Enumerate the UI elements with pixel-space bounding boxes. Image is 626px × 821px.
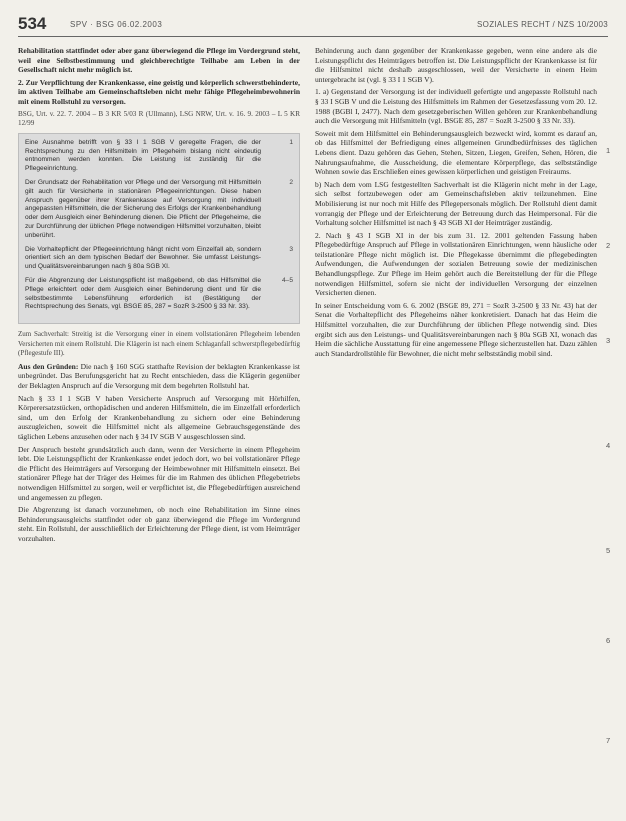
margin-number: 3	[606, 336, 611, 345]
citation: BSG, Urt. v. 22. 7. 2004 – B 3 KR 5/03 R (Ullmann), LSG NRW, Urt. v. 16. 9. 2003 – L 5 KR 12/99	[18, 109, 300, 128]
reasons-paragraph: Der Anspruch besteht grundsätzlich auch dann, wenn der Versicherte in einem Pflegeheim lebt. Die Leistungspflicht der Krankenkasse endet jedoch dort, wo bei vollstationärer Pflege die Pflicht des Heimträgers auf Versorgung der Heimbewohner mit Hilfsmitteln einsetzt. Bei stationärer Pflege hat der Träger des Heimes für die im Rahmen des üblichen Pflegebetriebs notwendigen Hilfsmittel zu sorgen, weil er verpflichtet ist, die Pflegebedürftigen ausreichend und angemessen zu pflegen.	[18, 444, 300, 502]
margin-number: 1	[606, 146, 611, 155]
headnote-text: Die Vorhaltepflicht der Pflegeeinrichtung hängt nicht vom Einzelfall ab, sondern orientiert sich an dem typischen Bedarf der Bewohner. Sie umfasst Leistungs- und Qualitätsvereinbarungen nach § 80a SGB XI.	[25, 245, 261, 271]
headnote-number: 3	[289, 245, 293, 253]
journal-label: SOZIALES RECHT / NZS 10/2003	[477, 20, 608, 29]
margin-number: 2	[606, 241, 611, 250]
right-column	[315, 46, 597, 361]
headnote-number: 4–5	[281, 276, 293, 284]
court-label: SPV · BSG 06.02.2003	[70, 20, 163, 29]
reasons-label: Aus den Gründen:	[18, 361, 79, 371]
point-two-label: 2.	[18, 77, 24, 87]
body-paragraph: 2. Nach § 43 I SGB XI in der bis zum 31. 12. 2001 geltenden Fassung haben Pflegebedürftige Anspruch auf Pflege in vollstationären Einrichtungen, wenn häusliche oder teilstationäre Pflege nicht möglich ist. Die Pflegekasse übernimmt die pflegebedingten Aufwendungen, die Aufwendungen der sozialen Betreuung sowie der medizinischen Behandlungspflege. Zur Pflege im Heim gehört auch die Bereitstellung der für die Pflege notwendigen Hilfsmittel, sofern sie nicht der individuellen Versorgung der einzelnen Versicherten dienen.	[315, 230, 597, 298]
intro-paragraph: Rehabilitation stattfindet oder aber ganz überwiegend die Pflege im Vordergrund steht, weil eine Selbstbestimmung und gleichberechtigte Teilhabe am Leben in der Gesellschaft nicht mehr möglich ist.	[18, 46, 300, 75]
facts-note: Zum Sachverhalt: Streitig ist die Versorgung einer in einem vollstationären Pflegeheim lebenden Versicherten mit einem Rollstuhl. Die Klägerin ist nach einem Schlaganfall schwerstpflegebedürftig (Pflegestufe III).	[18, 330, 300, 358]
margin-number: 7	[606, 736, 611, 745]
body-paragraph: 1. a) Gegenstand der Versorgung ist der individuell gefertigte und angepasste Rollstuhl nach § 33 I SGB V und die Leistung des Hilfsmittels im Rahmen der Gesetzesfassung vom 20. 12. 1988 (BGBl I, 2477). Nach dem gesetzgeberischen Willen gehören zur Krankenbehandlung auch die Versorgung mit Hilfsmitteln (vgl. BSGE 85, 287 = SozR 3-2500 § 33 Nr. 33).	[315, 87, 597, 126]
reasons-paragraph: Nach § 33 I 1 SGB V haben Versicherte Anspruch auf Versorgung mit Hörhilfen, Körperersatzstücken, orthopädischen und anderen Hilfsmitteln, die im Einzelfall erforderlich sind, um den Erfolg der Krankenbehandlung zu sichern oder eine Behinderung auszugleichen, soweit die Hilfsmittel nicht als allgemeine Gebrauchsgegenstände des täglichen Lebens anzusehen oder nach § 34 IV SGB V ausgeschlossen sind.	[18, 393, 300, 442]
left-column	[18, 46, 300, 547]
body-paragraph: In seiner Entscheidung vom 6. 6. 2002 (BSGE 89, 271 = SozR 3-2500 § 33 Nr. 43) hat der Senat die Vorhaltepflicht des Pflegeheims näher konkretisiert. Danach hat das Heim die Hilfsmittel vorzuhalten, die zur Durchführung der üblichen Pflege notwendig sind. Dies ergibt sich aus den Leistungs- und Qualitätsvereinbarungen nach § 80a SGB XI, wonach das Heim die sächliche Ausstattung für eine angemessene Pflege sicherzustellen hat. Dazu zählen auch Standardrollstühle für Bewohner, die nicht mehr selbstständig mobil sind.	[315, 300, 597, 358]
margin-numbers	[606, 46, 620, 806]
headnote-item	[25, 277, 293, 312]
margin-number: 5	[606, 546, 611, 555]
headnote-number: 2	[289, 178, 293, 186]
page-header	[18, 14, 608, 37]
body-paragraph: Soweit mit dem Hilfsmittel ein Behinderungsausgleich bezweckt wird, kommt es darauf an, ob das Hilfsmittel der Befriedigung eines allgemeinen Grundbedürfnisses des täglichen Lebens dient. Dazu gehören das Gehen, Stehen, Sitzen, Liegen, Greifen, Sehen, Hören, die Nahrungsaufnahme, die Ausscheidung, die elementare Körperpflege, das selbstständige Wohnen sowie das Erschließen eines gewissen körperlichen und geistigen Freiraums.	[315, 128, 597, 177]
page-number: 534	[18, 14, 47, 33]
reasons-text: Die nach § 160 SGG statthafte Revision der beklagten Krankenkasse ist unbegründet. Das Berufungsgericht hat zu Recht entschieden, dass die Klägerin gegenüber der Beklagten Anspruch auf die Versorgung mit dem begehrten Rollstuhl hat.	[18, 361, 301, 391]
reasons-paragraph: Die Abgrenzung ist danach vorzunehmen, ob noch eine Rehabilitation im Sinne eines Behinderungsausgleichs stattfindet oder ob ganz überwiegend die Pflege im Vordergrund steht. Ein Rollstuhl, der ausschließlich der Erleichterung der Pflege dient, ist vom Heimträger vorzuhalten.	[18, 505, 300, 543]
headnote-item	[25, 246, 293, 272]
point-two	[18, 78, 300, 107]
headnote-text: Für die Abgrenzung der Leistungspflicht ist maßgebend, ob das Hilfsmittel die Pflege erleichtert oder dem Ausgleich einer Behinderung dient und für die selbstbestimmte Lebensführung erforderlich ist (Bestätigung der Rechtsprechung des Senats, vgl. BSGE 85, 287 = SozR 3-2500 § 33 Nr. 33).	[25, 276, 261, 311]
margin-number: 6	[606, 636, 611, 645]
body-paragraph: Behinderung auch dann gegenüber der Krankenkasse gegeben, wenn eine andere als die Leistungspflicht des Heimträgers betroffen ist. Die Leistungspflicht der Krankenkasse ist für die Hilfsmittel nicht deshalb ausgeschlossen, weil der Versicherte in einem Heim untergebracht ist (vgl. § 33 I 1 SGB V).	[315, 46, 597, 84]
headnote-box	[18, 133, 300, 324]
body-paragraph: b) Nach dem vom LSG festgestellten Sachverhalt ist die Klägerin nicht mehr in der Lage, sich selbst fortzubewegen oder am Gemeinschaftsleben aktiv teilzunehmen. Eine Mobilisierung ist nur noch mit Hilfe des Pflegepersonals möglich. Der Rollstuhl dient damit vorrangig der Pflege und der Erleichterung der Betreuung durch das Heimpersonal. Für die Vorhaltung solcher Hilfsmittel ist nach § 43 SGB XI der Heimträger zuständig.	[315, 179, 597, 228]
headnote-text: Eine Ausnahme betrifft von § 33 I 1 SGB V geregelte Fragen, die der Rechtsprechung zu den Hilfsmitteln im Pflegeheim bislang nicht eindeutig entnommen werden konnten. Die Leistung ist zuständig für die Pflegeeinrichtung.	[25, 138, 261, 173]
headnote-item	[25, 179, 293, 241]
point-two-text: Zur Verpflichtung der Krankenkasse, eine geistig und körperlich schwerstbehinderte, im aktiven Teilhabe am Gemeinschaftsleben nicht mehr fähige Pflegeheimbewohnerin mit einem Rollstuhl zu versorgen.	[18, 77, 301, 106]
headnote-number: 1	[289, 138, 293, 146]
margin-number: 4	[606, 441, 611, 450]
reasons-paragraph	[18, 362, 300, 391]
headnote-text: Der Grundsatz der Rehabilitation vor Pflege und der Versorgung mit Hilfsmitteln gilt auch für Versicherte in stationären Pflegeeinrichtungen. Diese haben Anspruch gegenüber ihrer Krankenkasse auf Versorgung mit individuell angepassten Hilfsmitteln, die der Sicherung des Erfolgs der Krankenbehandlung oder dem Ausgleich einer Behinderung dienen. Die Pflicht der Pflegeheime, die zur Durchführung der üblichen Pflege notwendigen Hilfsmittel vorzuhalten, bleibt unberührt.	[25, 178, 261, 239]
headnote-item	[25, 139, 293, 174]
